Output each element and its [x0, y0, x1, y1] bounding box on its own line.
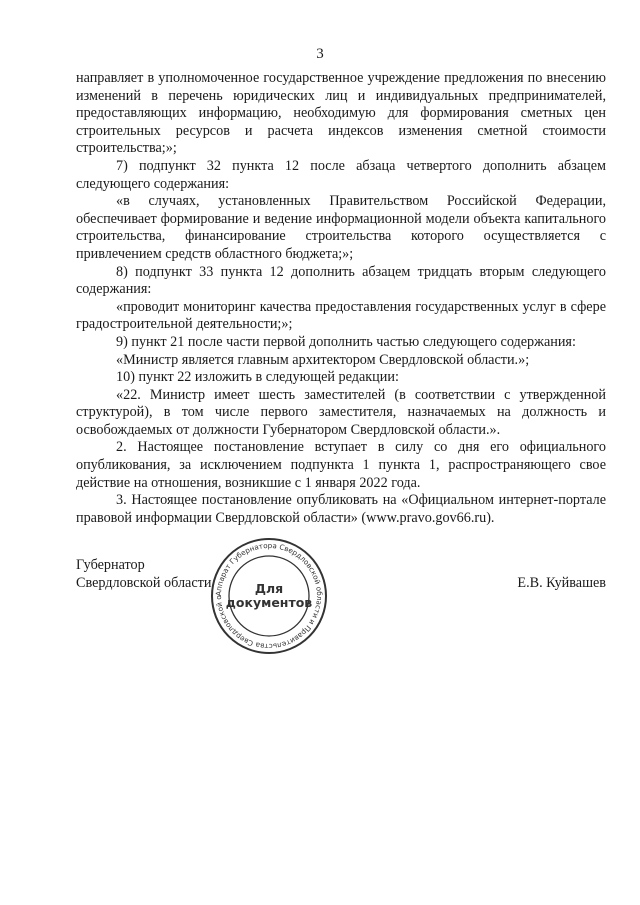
paragraph-quote-9: «Министр является главным архитектором Свердловской области.»;: [116, 351, 530, 368]
paragraph-item-8: 8) подпункт 33 пункта 12 дополнить абзацем тридцать вторым следующего содержания:: [76, 263, 606, 298]
stamp-center: [209, 536, 329, 656]
paragraph-section-2: 2. Настоящее постановление вступает в силу со дня его официального опубликования, за исключением подпункта 1 пункта 1, распространяющего свое действие на отношения, возникшие с 1 января 2022 года.: [76, 439, 606, 491]
document-body: [76, 70, 606, 527]
paragraph-quote-10: «22. Министр имеет шесть заместителей (в соответствии с утвержденной структурой), в том числе первого заместителя, назначаемых на должность и освобождаемых от должности Губернатором Свердловской области.».: [76, 386, 606, 438]
page-number: 3: [316, 46, 324, 62]
paragraph-item-10: 10) пункт 22 изложить в следующей редакции:: [116, 369, 399, 386]
position-line: Губернатор: [76, 557, 145, 573]
paragraph-section-3: 3. Настоящее постановление опубликовать на «Официальном интернет-портале правовой информации Свердловской области» (www.pravo.gov66.ru).: [76, 492, 606, 526]
region-line: Свердловской области: [76, 575, 212, 591]
paragraph-item-9: 9) пункт 21 после части первой дополнить частью следующего содержания:: [116, 333, 576, 350]
paragraph-item-7: 7) подпункт 32 пункта 12 после абзаца четвертого дополнить абзацем следующего содержания:: [76, 157, 606, 192]
signatory-position: [76, 556, 211, 592]
paragraph-quote-7: «в случаях, установленных Правительством Российской Федерации, обеспечивает формирование и ведение информационной модели объекта капитального строительства, финансирование строительства которого осуществляется с привлечением средств областного бюджета;»;: [76, 193, 606, 262]
paragraph-quote-8: «проводит мониторинг качества предоставления государственных услуг в сфере градостроительной деятельности;»;: [76, 298, 606, 333]
signatory-name: Е.В. Куйвашев: [517, 575, 606, 591]
paragraph-continuation: направляет в уполномоченное государственное учреждение предложения по внесению изменений в перечень юридических лиц и индивидуальных предпринимателей, предоставляющих информацию, необходимую для формирования сметных цен строительных ресурсов и расчета индексов изменения сметной стоимости строительства;»;: [76, 70, 606, 157]
official-stamp: [209, 536, 329, 656]
stamp-center-line1: Для: [254, 581, 284, 596]
stamp-center-line2: документов: [225, 595, 313, 610]
stamp-ring-text: Аппарат Губернатора Свердловской области и Правительства Свердловской о: [213, 540, 325, 652]
